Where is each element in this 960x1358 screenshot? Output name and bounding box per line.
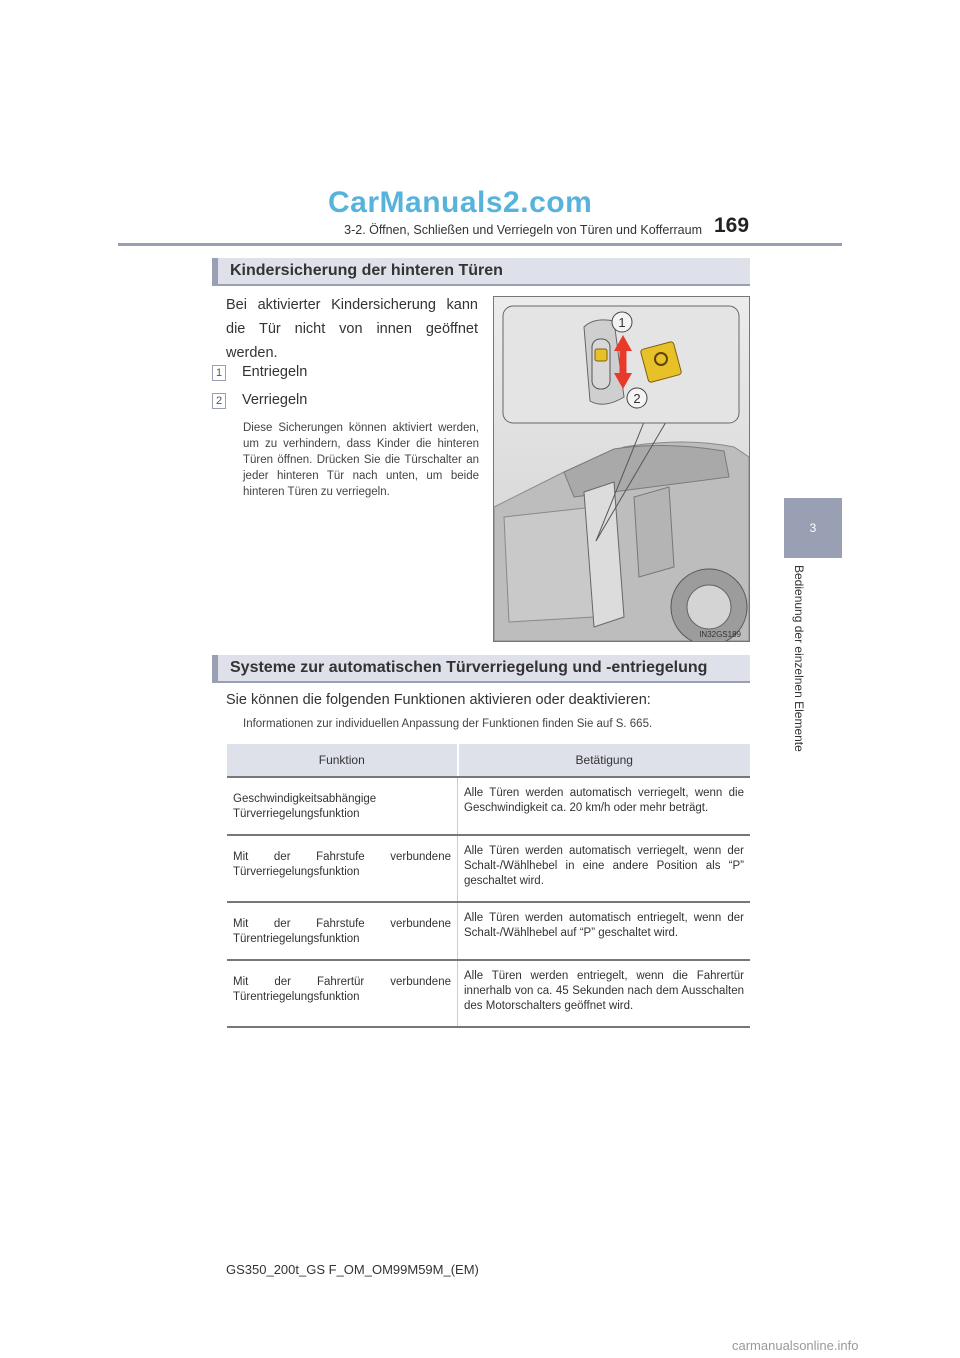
table-cell-function: Mit der Fahrertür verbundene Türentriegelungsfunktion: [227, 960, 458, 1027]
column-header-funktion: Funktion: [227, 744, 458, 777]
header-rule: [118, 243, 842, 246]
watermark-logo: CarManuals2.com: [328, 186, 593, 219]
table-cell-operation: Alle Türen werden automatisch verriegelt, wenn die Geschwindigkeit ca. 20 km/h oder mehr beträgt.: [458, 777, 751, 835]
legend-number: 2: [212, 393, 226, 409]
table-row: [227, 902, 750, 960]
table-row: [227, 777, 750, 835]
auto-lock-intro: Sie können die folgenden Funktionen aktivieren oder deaktivieren:: [226, 692, 651, 708]
callout-1: 1: [618, 315, 626, 330]
table-row: [227, 835, 750, 902]
auto-lock-note: Informationen zur individuellen Anpassung der Funktionen finden Sie auf S. 665.: [243, 718, 653, 730]
table-header-row: [227, 744, 750, 777]
table-cell-operation: Alle Türen werden entriegelt, wenn die Fahrertür innerhalb von ca. 45 Sekunden nach dem Ausschalten des Motorschalters geöffnet wird.: [458, 960, 751, 1027]
legend-label: Entriegeln: [242, 364, 308, 380]
chapter-header: 3-2. Öffnen, Schließen und Verriegeln von Türen und Kofferraum: [344, 223, 702, 237]
table-cell-function: Mit der Fahrstufe verbundene Türverriegelungsfunktion: [227, 835, 458, 902]
car-door-drawing: [494, 297, 749, 641]
legend-label: Verriegeln: [242, 392, 308, 408]
child-lock-note: Diese Sicherungen können aktiviert werden, um zu verhindern, dass Kinder die hinteren Türen öffnen. Drücken Sie die Türschalter an jeder hinteren Tür nach unten, um beide hinteren Türen zu verriegeln.: [243, 422, 479, 498]
legend-number: 1: [212, 365, 226, 381]
table-cell-function: Geschwindigkeitsabhängige Türverriegelungsfunktion: [227, 777, 458, 835]
document-code-footer: GS350_200t_GS F_OM_OM99M59M_(EM): [226, 1262, 479, 1277]
section-heading-auto-lock: [212, 655, 750, 683]
chapter-tab: [784, 498, 842, 558]
table-cell-operation: Alle Türen werden automatisch entriegelt, wenn der Schalt-/Wählhebel auf “P” geschaltet wird.: [458, 902, 751, 960]
table-cell-operation: Alle Türen werden automatisch verriegelt, wenn der Schalt-/Wählhebel in eine andere Position als “P” geschaltet wird.: [458, 835, 751, 902]
table-row: [227, 960, 750, 1027]
child-lock-intro: Bei aktivierter Kindersicherung kann die Tür nicht von innen geöffnet werden.: [226, 297, 478, 361]
illustration-code: IN32GS189: [699, 630, 741, 639]
section-title: Kindersicherung der hinteren Türen: [230, 262, 503, 279]
section-title: Systeme zur automatischen Türverriegelung und -entriegelung: [230, 659, 708, 676]
section-heading-child-lock: [212, 258, 750, 286]
child-lock-illustration: [493, 296, 750, 642]
chapter-tab-caption: Bedienung der einzelnen Elemente: [792, 565, 806, 752]
function-table: [227, 744, 750, 1028]
callout-2: 2: [633, 391, 641, 406]
chapter-tab-number: 3: [809, 521, 817, 535]
watermark-site: carmanualsonline.info: [732, 1338, 859, 1353]
table-cell-function: Mit der Fahrstufe verbundene Türentriegelungsfunktion: [227, 902, 458, 960]
page-number: 169: [714, 214, 750, 237]
column-header-betaetigung: Betätigung: [458, 744, 751, 777]
